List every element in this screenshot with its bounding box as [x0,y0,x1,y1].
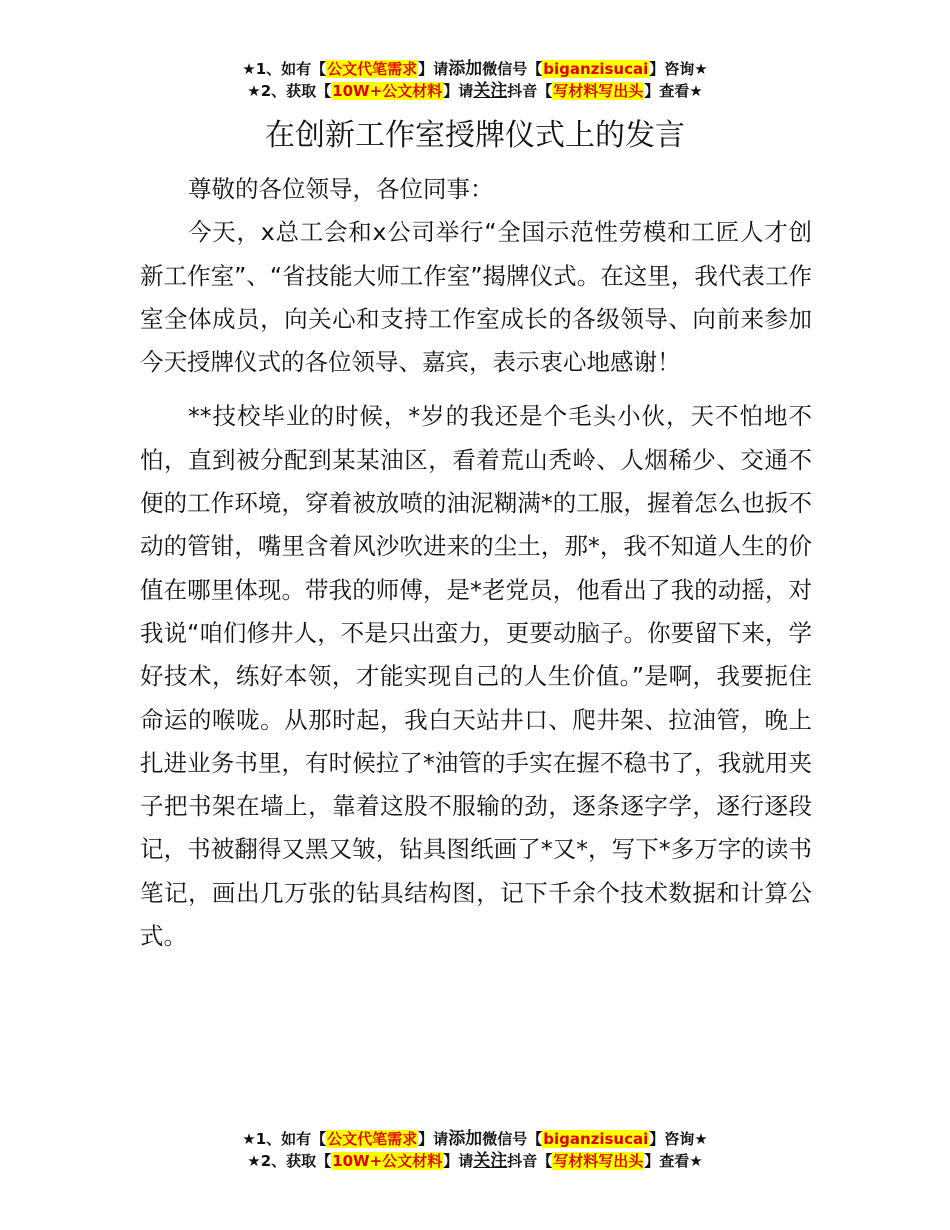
promo-douyin-id: 写材料写出头 [553,1152,644,1170]
promo-line-1: ★1、如有【公文代笔需求】请添加微信号【biganzisucai】咨询★ [242,1129,708,1149]
promo-highlight: 公文代笔需求 [327,1130,418,1148]
document-title: 在创新工作室授牌仪式上的发言 [265,118,685,153]
promo-highlight: 10W+公文材料 [332,82,443,100]
promo-line-2: ★2、获取【10W+公文材料】请关注抖音【写材料写出头】查看★ [247,1151,703,1171]
paragraph-2: **技校毕业的时候，*岁的我还是个毛头小伙，天不怕地不怕，直到被分配到某某油区，看着荒山秃岭、人烟稀少、交通不便的工作环境，穿着被放喷的油泥糊满*的工服，握着怎么也扳不动的管钳，嘴里含着风沙吹进来的尘土，那*，我不知道人生的价值在哪里体现。带我的师傅，是*老党员，他看出了我的动摇，对我说“咱们修井人，不是只出蛮力，更要动脑子。你要留下来，学好技术，练好本领，才能实现自己的人生价值。”是啊，我要扼住命运的喉咙。从那时起，我白天站井口、爬井架、拉油管，晚上扎进业务书里，有时候拉了*油管的手实在握不稳书了，我就用夹子把书架在墙上，靠着这股不服输的劲，逐条逐字学，逐行逐段记，书被翻得又黑又皱，钻具图纸画了*又*，写下*多万字的读书笔记，画出几万张的钻具结构图，记下千余个技术数据和计算公式。 [140,402,812,951]
promo-highlight: 10W+公文材料 [332,1152,443,1170]
greeting: 尊敬的各位领导，各位同事： [188,175,494,203]
promo-line-2: ★2、获取【10W+公文材料】请关注抖音【写材料写出头】查看★ [247,81,703,101]
promo-douyin-id: 写材料写出头 [553,82,644,100]
header-promo-banner [0,58,950,102]
document-body [140,168,812,958]
footer-promo-banner [0,1128,950,1172]
paragraph-1: 今天，x总工会和x公司举行“全国示范性劳模和工匠人才创新工作室”、“省技能大师工作室”揭牌仪式。在这里，我代表工作室全体成员，向关心和支持工作室成长的各级领导、向前来参加今天授牌仪式的各位领导、嘉宾，表示衷心地感谢！ [140,218,812,377]
promo-wechat-id: biganzisucai [543,60,649,78]
promo-wechat-id: biganzisucai [543,1130,649,1148]
promo-highlight: 公文代笔需求 [327,60,418,78]
promo-line-1: ★1、如有【公文代笔需求】请添加微信号【biganzisucai】咨询★ [242,59,708,79]
